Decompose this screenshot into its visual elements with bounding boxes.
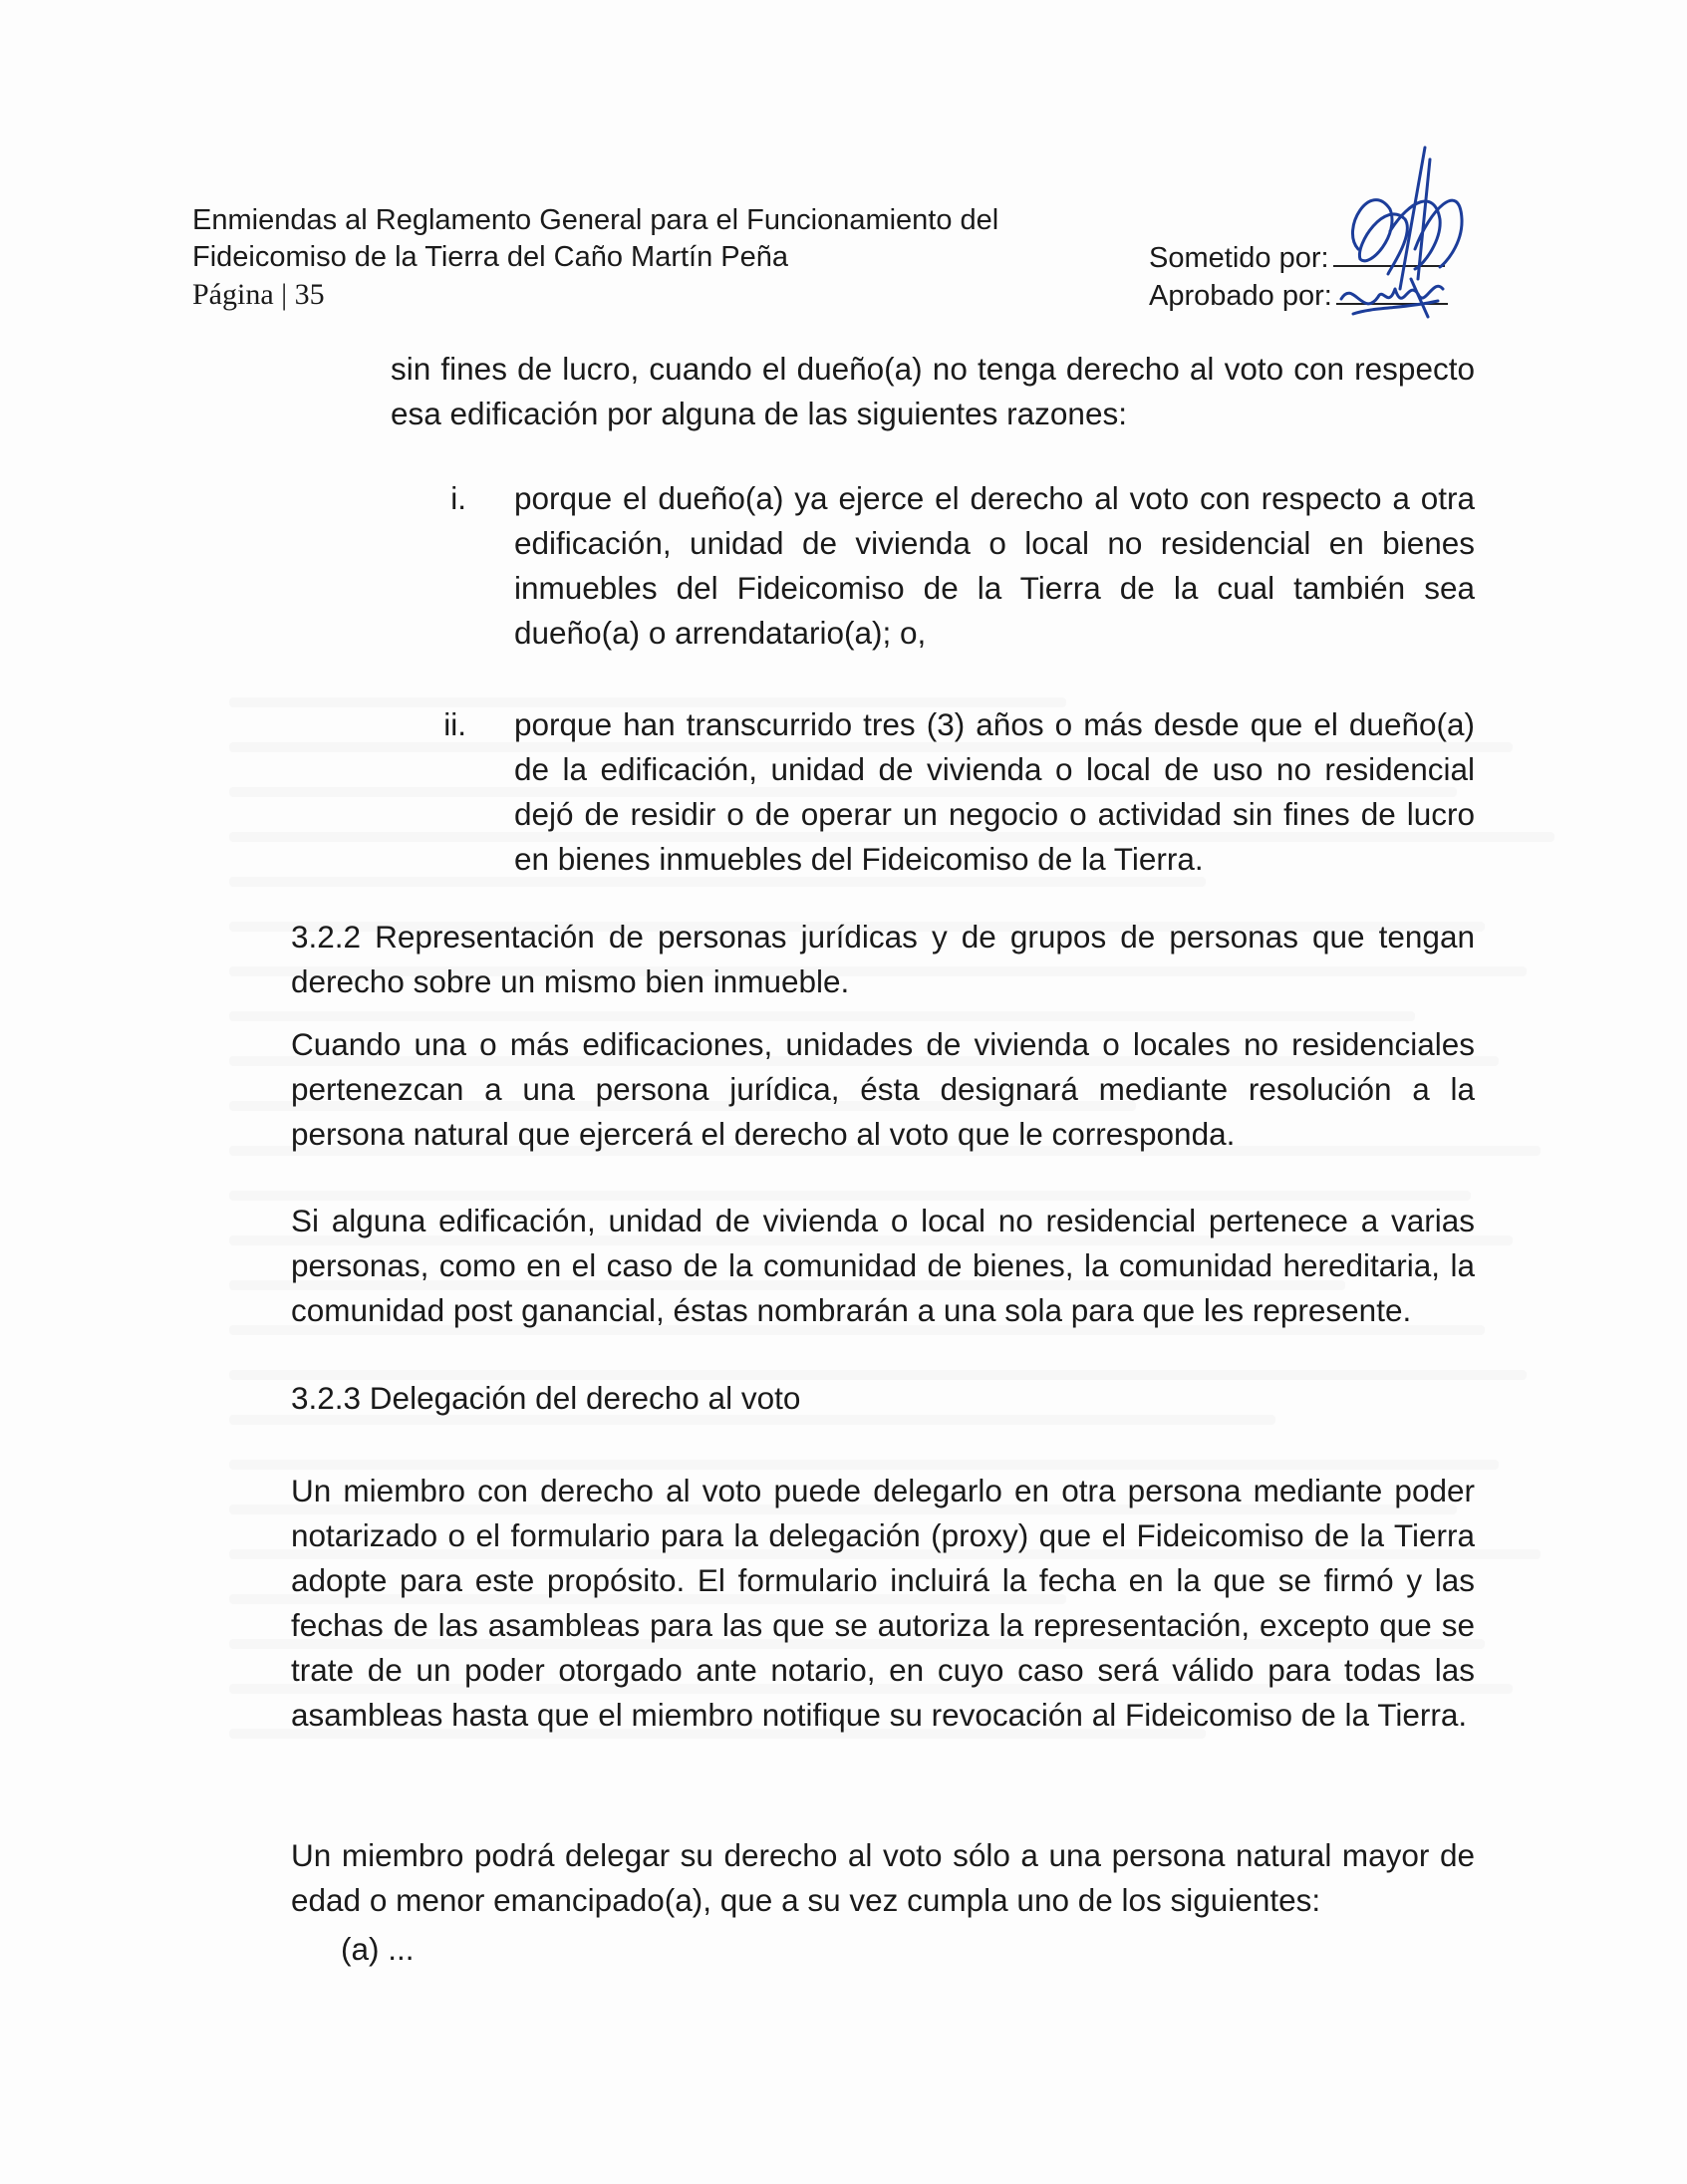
scan-bleed-through [229,697,1624,1993]
list-item [391,476,1475,656]
section-323-heading: 3.2.3 Delegación del derecho al voto [291,1380,801,1416]
header-title-line-2: Fideicomiso de la Tierra del Caño Martín Peña [192,241,789,273]
section-323-paragraph-2: Un miembro podrá delegar su derecho al voto sólo a una persona natural mayor de edad o menor emancipado(a), que a su vez cumpla uno de los siguientes: [291,1837,1475,1918]
section-323-paragraph-1: Un miembro con derecho al voto puede delegarlo en otra persona mediante poder notarizado o el formulario para la delegación (proxy) que el Fideicomiso de la Tierra adopte para este propósito. El formulario incluirá la fecha en la que se firmó y las fechas de las asambleas para las que se autoriza la representación, excepto que se trate de un poder otorgado ante notario, en cuyo caso será válido para todas las asambleas hasta que el miembro notifique su revocación al Fideicomiso de la Tierra. [291,1473,1475,1733]
list-marker: i. [450,480,466,516]
page-number: Página | 35 [192,278,325,311]
list-item-text: porque el dueño(a) ya ejerce el derecho al voto con respecto a otra edificación, unidad de vivienda o local no residencial en bienes inmuebles del Fideicomiso de la Tierra de la cual también sea dueño(a) o arrendatario(a); o, [514,480,1475,651]
submitted-by-label: Sometido por: [1149,242,1329,274]
section-322-paragraph-2: Si alguna edificación, unidad de vivienda o local no residencial pertenece a varias personas, como en el caso de la comunidad de bienes, la comunidad hereditaria, la comunidad post ganancial, éstas nombrarán a una sola para que les represente. [291,1203,1475,1328]
page-header [192,202,998,313]
approved-by-label: Aprobado por: [1149,280,1332,312]
list-item-a: (a) ... [341,1931,415,1967]
list-item [391,702,1475,882]
approver-signature [1333,269,1453,329]
header-title-line-1: Enmiendas al Reglamento General para el Funcionamiento del [192,204,999,236]
intro-paragraph: sin fines de lucro, cuando el dueño(a) no tenga derecho al voto con respecto esa edificación por alguna de las siguientes razones: [391,351,1475,431]
list-item-text: porque han transcurrido tres (3) años o más desde que el dueño(a) de la edificación, unidad de vivienda o local de uso no residencial dejó de residir o de operar un negocio o actividad sin fines de lucro en bienes inmuebles del Fideicomiso de la Tierra. [514,706,1475,877]
section-322-heading: 3.2.2 Representación de personas jurídicas y de grupos de personas que tengan derecho sobre un mismo bien inmueble. [291,919,1475,999]
section-322-paragraph-1: Cuando una o más edificaciones, unidades de vivienda o locales no residenciales pertenezcan a una persona jurídica, ésta designará mediante resolución a la persona natural que ejercerá el derecho al voto que le corresponda. [291,1026,1475,1152]
list-marker: ii. [443,706,466,742]
